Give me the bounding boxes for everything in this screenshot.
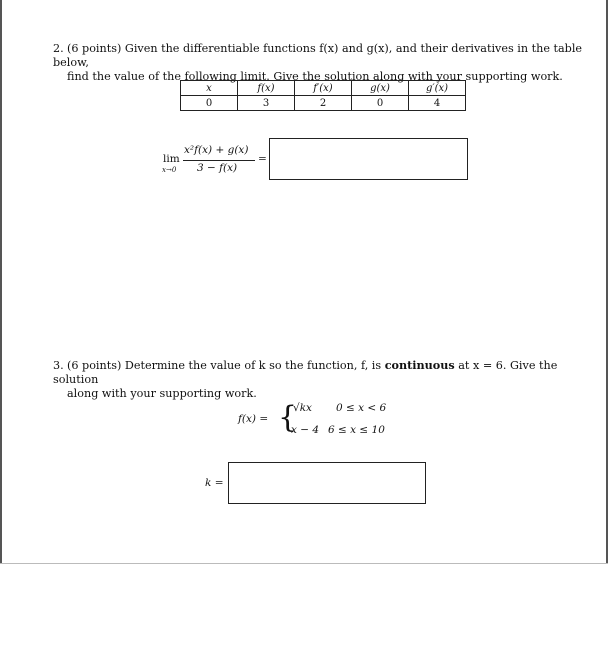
q2-answer-box[interactable] — [269, 138, 468, 180]
table-header-x: x — [181, 81, 238, 96]
table-header-row — [181, 81, 466, 96]
k-label: k = — [205, 477, 224, 489]
case2-condition: 6 ≤ x ≤ 10 — [328, 424, 385, 436]
table-cell-gprime: 4 — [409, 96, 466, 111]
table-header-gprime: g′(x) — [409, 81, 466, 96]
page-bottom-edge — [0, 563, 608, 564]
limit-equals: = — [258, 153, 267, 165]
question-2 — [53, 42, 583, 84]
question-2-text-line2: find the value of the following limit. Give the solution along with your supporting work. — [67, 70, 563, 83]
table-cell-gx: 0 — [352, 96, 409, 111]
case1-expression: √kx — [293, 402, 312, 414]
question-3-bold-continuous: continuous — [384, 358, 455, 372]
table-header-fx: f(x) — [238, 81, 295, 96]
question-2-number: 2. — [53, 42, 64, 55]
limit-denominator: 3 − f(x) — [197, 162, 238, 174]
table-row — [181, 96, 466, 111]
table-cell-fx: 3 — [238, 96, 295, 111]
page-left-border — [0, 0, 2, 563]
fraction-bar — [183, 160, 255, 161]
table-header-fprime: f′(x) — [295, 81, 352, 96]
values-table — [180, 80, 466, 111]
piecewise-brace: { — [278, 400, 298, 435]
table-cell-fprime: 2 — [295, 96, 352, 111]
question-3-text-b: at x = 6. Give the solution — [53, 359, 558, 386]
question-2-text-line1: (6 points) Given the differentiable functions f(x) and g(x), and their derivatives in the table below, — [53, 42, 583, 69]
q3-answer-box[interactable] — [228, 462, 426, 504]
table-cell-x: 0 — [181, 96, 238, 111]
question-3-number: 3. — [53, 359, 64, 372]
question-3-text-line2: along with your supporting work. — [67, 387, 257, 400]
table-header-gx: g(x) — [352, 81, 409, 96]
question-3-text-a: (6 points) Determine the value of k so the function, f, is — [67, 359, 385, 372]
case1-condition: 0 ≤ x < 6 — [336, 402, 387, 414]
limit-numerator: x²f(x) + g(x) — [184, 144, 249, 156]
limit-lim: lim — [163, 153, 180, 165]
limit-subscript: x→0 — [162, 166, 177, 174]
case2-expression: x − 4 — [291, 424, 320, 436]
question-3 — [53, 358, 583, 401]
piecewise-lhs: f(x) = — [238, 413, 269, 425]
